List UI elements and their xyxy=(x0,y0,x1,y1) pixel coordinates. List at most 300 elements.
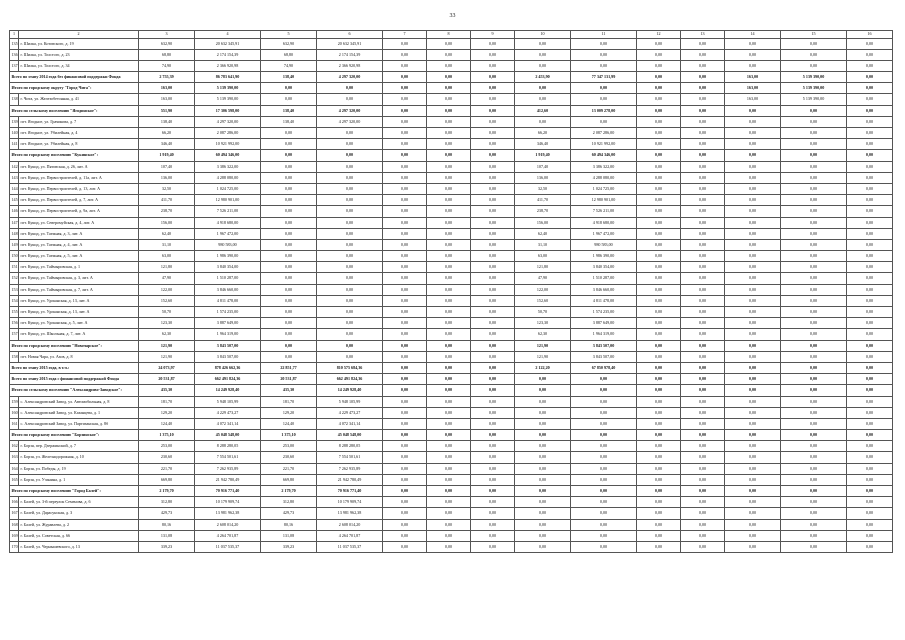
value-cell: 0,00 xyxy=(725,206,781,217)
row-number: 145 xyxy=(10,195,19,206)
value-cell: 1 967 472,00 xyxy=(571,228,637,239)
value-cell: 0,00 xyxy=(637,38,681,49)
value-cell: 14 249 928,40 xyxy=(195,385,261,396)
value-cell: 0,00 xyxy=(427,295,471,306)
value-cell: 0,00 xyxy=(571,441,637,452)
value-cell: 0,00 xyxy=(681,116,725,127)
value-cell: 0,00 xyxy=(471,105,515,116)
value-cell: 4 811 478,00 xyxy=(195,295,261,306)
value-cell: 2 366 920,98 xyxy=(317,60,383,71)
value-cell: 0,00 xyxy=(637,340,681,351)
value-cell: 2 122,20 xyxy=(515,362,571,373)
value-cell: 0,00 xyxy=(471,284,515,295)
value-cell: 0,00 xyxy=(681,362,725,373)
address-cell: пгт. Кукид, ул. Таежная, д. 3, лит. А xyxy=(19,228,139,239)
table-row xyxy=(10,38,893,49)
value-cell: 1 964 319,00 xyxy=(195,329,261,340)
value-cell: 0,00 xyxy=(847,295,893,306)
value-cell: 0,00 xyxy=(471,519,515,530)
value-cell: 0,00 xyxy=(471,441,515,452)
value-cell: 0,00 xyxy=(847,161,893,172)
value-cell: 346,40 xyxy=(515,139,571,150)
value-cell: 156,00 xyxy=(515,217,571,228)
address-cell: пгт. Кукид, ул. Удоканская, д. 5, лит. А xyxy=(19,318,139,329)
table-row xyxy=(10,284,893,295)
value-cell: 221,70 xyxy=(261,463,317,474)
value-cell: 0,00 xyxy=(725,38,781,49)
value-cell: 0,00 xyxy=(725,295,781,306)
value-cell: 0,00 xyxy=(637,519,681,530)
value-cell: 0,00 xyxy=(471,172,515,183)
value-cell: 0,00 xyxy=(571,452,637,463)
value-cell: 0,00 xyxy=(847,374,893,385)
value-cell: 0,00 xyxy=(681,530,725,541)
value-cell: 0,00 xyxy=(681,340,725,351)
value-cell: 0,00 xyxy=(847,329,893,340)
address-cell: г. Борзя, ул. Учанина, д. 1 xyxy=(19,474,139,485)
address-cell: г. Балей, ул. Дарасунская, д. 3 xyxy=(19,508,139,519)
value-cell: 0,00 xyxy=(427,49,471,60)
subtotal-row xyxy=(10,150,893,161)
value-cell: 136,00 xyxy=(139,172,195,183)
value-cell: 0,00 xyxy=(427,318,471,329)
value-cell: 7 526 211,00 xyxy=(195,206,261,217)
row-number: 167 xyxy=(10,508,19,519)
value-cell: 0,00 xyxy=(471,195,515,206)
value-cell: 0,00 xyxy=(725,116,781,127)
value-cell: 632,90 xyxy=(139,38,195,49)
value-cell: 0,00 xyxy=(427,183,471,194)
value-cell: 20 531,87 xyxy=(261,374,317,385)
subtotal-label: Итого по городскому поселению "Кукинское": xyxy=(10,150,139,161)
value-cell: 0,00 xyxy=(515,385,571,396)
value-cell: 121,90 xyxy=(139,340,195,351)
row-number: 160 xyxy=(10,407,19,418)
value-cell: 0,00 xyxy=(383,307,427,318)
value-cell: 0,00 xyxy=(427,441,471,452)
value-cell: 0,00 xyxy=(471,418,515,429)
value-cell: 0,00 xyxy=(781,307,847,318)
value-cell: 163,00 xyxy=(139,83,195,94)
value-cell: 0,00 xyxy=(427,161,471,172)
value-cell: 0,00 xyxy=(515,38,571,49)
value-cell: 0,00 xyxy=(681,195,725,206)
subtotal-row xyxy=(10,374,893,385)
value-cell: 0,00 xyxy=(637,284,681,295)
value-cell: 3 846 660,00 xyxy=(571,284,637,295)
value-cell: 0,00 xyxy=(847,396,893,407)
value-cell: 2 174 154,39 xyxy=(195,49,261,60)
value-cell: 5 139 390,00 xyxy=(195,83,261,94)
value-cell: 0,00 xyxy=(637,351,681,362)
table-row xyxy=(10,508,893,519)
value-cell: 0,00 xyxy=(383,362,427,373)
column-number: 1 xyxy=(10,31,19,39)
value-cell: 107,40 xyxy=(515,161,571,172)
value-cell: 0,00 xyxy=(571,463,637,474)
value-cell: 10 921 992,00 xyxy=(195,139,261,150)
value-cell: 230,60 xyxy=(261,452,317,463)
row-number: 169 xyxy=(10,530,19,541)
address-cell: г. Борзя, ул. Железнодорожная, д. 10 xyxy=(19,452,139,463)
value-cell: 0,00 xyxy=(637,362,681,373)
subtotal-row xyxy=(10,486,893,497)
column-number: 12 xyxy=(637,31,681,39)
value-cell: 0,00 xyxy=(515,497,571,508)
value-cell: 0,00 xyxy=(471,161,515,172)
value-cell: 1 967 472,00 xyxy=(195,228,261,239)
value-cell: 0,00 xyxy=(637,239,681,250)
value-cell: 2 179,70 xyxy=(139,486,195,497)
value-cell: 0,00 xyxy=(571,418,637,429)
value-cell: 47,90 xyxy=(139,273,195,284)
value-cell: 0,00 xyxy=(383,541,427,552)
value-cell: 0,00 xyxy=(317,329,383,340)
value-cell: 0,00 xyxy=(637,72,681,83)
value-cell: 0,00 xyxy=(781,497,847,508)
value-cell: 0,00 xyxy=(383,183,427,194)
value-cell: 4 072 341,14 xyxy=(195,418,261,429)
value-cell: 0,00 xyxy=(725,362,781,373)
table-row xyxy=(10,172,893,183)
value-cell: 0,00 xyxy=(427,396,471,407)
value-cell: 0,00 xyxy=(317,83,383,94)
value-cell: 11 037 535,37 xyxy=(195,541,261,552)
value-cell: 121,90 xyxy=(515,351,571,362)
value-cell: 0,00 xyxy=(427,38,471,49)
column-number: 4 xyxy=(195,31,261,39)
value-cell: 0,00 xyxy=(471,83,515,94)
value-cell: 878 426 662,36 xyxy=(195,362,261,373)
column-number: 2 xyxy=(19,31,139,39)
value-cell: 0,00 xyxy=(781,273,847,284)
value-cell: 0,00 xyxy=(681,273,725,284)
value-cell: 3 840 354,00 xyxy=(571,262,637,273)
value-cell: 67 850 978,40 xyxy=(571,362,637,373)
value-cell: 0,00 xyxy=(725,486,781,497)
value-cell: 80,16 xyxy=(139,519,195,530)
value-cell: 1 986 390,00 xyxy=(195,251,261,262)
value-cell: 50,70 xyxy=(139,307,195,318)
value-cell: 0,00 xyxy=(471,430,515,441)
value-cell: 4 918 680,00 xyxy=(571,217,637,228)
value-cell: 123,30 xyxy=(515,318,571,329)
value-cell: 1 510 287,00 xyxy=(571,273,637,284)
value-cell: 1 024 725,00 xyxy=(571,183,637,194)
value-cell: 4 264 701,87 xyxy=(195,530,261,541)
value-cell: 0,00 xyxy=(471,530,515,541)
value-cell: 1 510 287,00 xyxy=(195,273,261,284)
value-cell: 0,00 xyxy=(781,49,847,60)
value-cell: 5 948 105,99 xyxy=(317,396,383,407)
value-cell: 0,00 xyxy=(637,318,681,329)
value-cell: 0,00 xyxy=(383,94,427,105)
value-cell: 0,00 xyxy=(383,49,427,60)
column-number: 10 xyxy=(515,31,571,39)
value-cell: 0,00 xyxy=(637,396,681,407)
row-number: 136 xyxy=(10,49,19,60)
value-cell: 0,00 xyxy=(383,116,427,127)
value-cell: 0,00 xyxy=(261,351,317,362)
value-cell: 0,00 xyxy=(471,497,515,508)
value-cell: 0,00 xyxy=(261,262,317,273)
value-cell: 0,00 xyxy=(571,396,637,407)
column-number: 11 xyxy=(571,31,637,39)
value-cell: 0,00 xyxy=(681,83,725,94)
value-cell: 0,00 xyxy=(637,530,681,541)
row-number: 138 xyxy=(10,94,19,105)
value-cell: 0,00 xyxy=(427,362,471,373)
value-cell: 0,00 xyxy=(383,72,427,83)
value-cell: 0,00 xyxy=(847,228,893,239)
value-cell: 70 916 771,40 xyxy=(195,486,261,497)
value-cell: 0,00 xyxy=(383,284,427,295)
address-cell: г. Балей, ул. Журавлева, д. 2 xyxy=(19,519,139,530)
value-cell: 0,00 xyxy=(725,385,781,396)
value-cell: 10 921 992,00 xyxy=(571,139,637,150)
value-cell: 339,23 xyxy=(261,541,317,552)
value-cell: 121,90 xyxy=(515,340,571,351)
value-cell: 0,00 xyxy=(637,206,681,217)
value-cell: 0,00 xyxy=(515,486,571,497)
value-cell: 0,00 xyxy=(637,105,681,116)
value-cell: 0,00 xyxy=(847,116,893,127)
value-cell: 0,00 xyxy=(471,452,515,463)
value-cell: 0,00 xyxy=(571,385,637,396)
value-cell: 0,00 xyxy=(725,150,781,161)
value-cell: 0,00 xyxy=(847,83,893,94)
value-cell: 0,00 xyxy=(383,351,427,362)
value-cell: 0,00 xyxy=(681,251,725,262)
value-cell: 5 139 390,00 xyxy=(781,72,847,83)
value-cell: 0,00 xyxy=(261,340,317,351)
row-number: 168 xyxy=(10,519,19,530)
value-cell: 121,80 xyxy=(515,262,571,273)
value-cell: 32,50 xyxy=(515,183,571,194)
value-cell: 0,00 xyxy=(681,94,725,105)
value-cell: 0,00 xyxy=(427,407,471,418)
value-cell: 31,10 xyxy=(139,239,195,250)
value-cell: 1 024 725,00 xyxy=(195,183,261,194)
value-cell: 0,00 xyxy=(637,385,681,396)
value-cell: 0,00 xyxy=(261,284,317,295)
value-cell: 0,00 xyxy=(681,262,725,273)
value-cell: 0,00 xyxy=(571,83,637,94)
value-cell: 0,00 xyxy=(781,228,847,239)
value-cell: 0,00 xyxy=(847,105,893,116)
value-cell: 0,00 xyxy=(471,94,515,105)
value-cell: 0,00 xyxy=(681,49,725,60)
value-cell: 123,30 xyxy=(139,318,195,329)
address-cell: пгт. Ягодное, ул. Убилейная, д. 8 xyxy=(19,139,139,150)
value-cell: 0,00 xyxy=(427,329,471,340)
value-cell: 0,00 xyxy=(637,172,681,183)
value-cell: 0,00 xyxy=(383,474,427,485)
value-cell: 3 386 322,00 xyxy=(571,161,637,172)
value-cell: 152,60 xyxy=(515,295,571,306)
value-cell: 0,00 xyxy=(781,430,847,441)
value-cell: 0,00 xyxy=(681,519,725,530)
value-cell: 7 526 211,00 xyxy=(571,206,637,217)
value-cell: 0,00 xyxy=(637,262,681,273)
value-cell: 0,00 xyxy=(515,441,571,452)
value-cell: 669,80 xyxy=(261,474,317,485)
value-cell: 0,00 xyxy=(427,128,471,139)
value-cell: 0,00 xyxy=(725,519,781,530)
value-cell: 0,00 xyxy=(427,474,471,485)
value-cell: 0,00 xyxy=(571,49,637,60)
address-cell: пгт. Кукид, ул. Таймыровская, д. 1 xyxy=(19,262,139,273)
table-row xyxy=(10,329,893,340)
row-number: 149 xyxy=(10,239,19,250)
value-cell: 0,00 xyxy=(781,508,847,519)
value-cell: 121,80 xyxy=(139,262,195,273)
value-cell: 0,00 xyxy=(725,273,781,284)
value-cell: 0,00 xyxy=(781,172,847,183)
value-cell: 12 980 901,00 xyxy=(571,195,637,206)
value-cell: 45 048 548,00 xyxy=(195,430,261,441)
value-cell: 0,00 xyxy=(383,139,427,150)
value-cell: 0,00 xyxy=(471,116,515,127)
value-cell: 0,00 xyxy=(681,139,725,150)
value-cell: 1 919,40 xyxy=(515,150,571,161)
value-cell: 62,30 xyxy=(139,329,195,340)
address-cell: пгт. Кукид, ул. Первостроителей, д. 9а, лит. А xyxy=(19,206,139,217)
value-cell: 0,00 xyxy=(637,474,681,485)
row-number: 164 xyxy=(10,463,19,474)
value-cell: 0,00 xyxy=(847,217,893,228)
row-number: 152 xyxy=(10,273,19,284)
value-cell: 0,00 xyxy=(681,441,725,452)
value-cell: 0,00 xyxy=(847,441,893,452)
value-cell: 62,30 xyxy=(515,329,571,340)
table-row xyxy=(10,351,893,362)
table-row xyxy=(10,251,893,262)
table-row xyxy=(10,541,893,552)
value-cell: 62,40 xyxy=(515,228,571,239)
value-cell: 0,00 xyxy=(317,295,383,306)
row-number: 140 xyxy=(10,128,19,139)
value-cell: 0,00 xyxy=(571,486,637,497)
value-cell: 0,00 xyxy=(317,340,383,351)
value-cell: 0,00 xyxy=(383,262,427,273)
value-cell: 0,00 xyxy=(383,161,427,172)
value-cell: 0,00 xyxy=(681,430,725,441)
table-row xyxy=(10,217,893,228)
row-number: 151 xyxy=(10,262,19,273)
value-cell: 74,90 xyxy=(139,60,195,71)
value-cell: 0,00 xyxy=(637,150,681,161)
value-cell: 0,00 xyxy=(725,407,781,418)
value-cell: 0,00 xyxy=(515,463,571,474)
value-cell: 0,00 xyxy=(637,49,681,60)
value-cell: 0,00 xyxy=(637,228,681,239)
value-cell: 0,00 xyxy=(427,228,471,239)
value-cell: 0,00 xyxy=(261,239,317,250)
value-cell: 0,00 xyxy=(317,139,383,150)
value-cell: 0,00 xyxy=(681,463,725,474)
value-cell: 0,00 xyxy=(637,418,681,429)
value-cell: 0,00 xyxy=(681,284,725,295)
value-cell: 0,00 xyxy=(383,374,427,385)
table-row xyxy=(10,161,893,172)
value-cell: 0,00 xyxy=(637,430,681,441)
column-number: 9 xyxy=(471,31,515,39)
value-cell: 0,00 xyxy=(427,217,471,228)
value-cell: 0,00 xyxy=(781,351,847,362)
value-cell: 0,00 xyxy=(383,251,427,262)
value-cell: 0,00 xyxy=(471,128,515,139)
column-number: 6 xyxy=(317,31,383,39)
table-row xyxy=(10,318,893,329)
value-cell: 0,00 xyxy=(471,206,515,217)
table-row xyxy=(10,441,893,452)
value-cell: 0,00 xyxy=(725,217,781,228)
table-row xyxy=(10,452,893,463)
value-cell: 3 386 322,00 xyxy=(195,161,261,172)
value-cell: 0,00 xyxy=(515,508,571,519)
column-number: 14 xyxy=(725,31,781,39)
value-cell: 0,00 xyxy=(781,463,847,474)
value-cell: 0,00 xyxy=(383,407,427,418)
value-cell: 0,00 xyxy=(471,307,515,318)
value-cell: 0,00 xyxy=(637,94,681,105)
value-cell: 0,00 xyxy=(317,183,383,194)
value-cell: 10 179 909,74 xyxy=(195,497,261,508)
column-number: 8 xyxy=(427,31,471,39)
table-row xyxy=(10,228,893,239)
value-cell: 5 139 390,00 xyxy=(781,94,847,105)
value-cell: 107,40 xyxy=(139,161,195,172)
value-cell: 0,00 xyxy=(261,228,317,239)
value-cell: 3 846 660,00 xyxy=(195,284,261,295)
value-cell: 0,00 xyxy=(847,273,893,284)
row-number: 135 xyxy=(10,38,19,49)
value-cell: 429,73 xyxy=(261,508,317,519)
row-number: 155 xyxy=(10,307,19,318)
row-number: 142 xyxy=(10,161,19,172)
table-row xyxy=(10,463,893,474)
address-cell: г. Шилка, ул. Толстого, д. 34 xyxy=(19,60,139,71)
value-cell: 0,00 xyxy=(681,128,725,139)
value-cell: 411,70 xyxy=(515,195,571,206)
value-cell: 0,00 xyxy=(681,396,725,407)
value-cell: 0,00 xyxy=(571,530,637,541)
value-cell: 4 918 680,00 xyxy=(195,217,261,228)
value-cell: 0,00 xyxy=(317,150,383,161)
value-cell: 0,00 xyxy=(847,262,893,273)
value-cell: 0,00 xyxy=(847,94,893,105)
address-cell: пгт. Кукид, ул. Пятовская, д. 26, лит. А xyxy=(19,161,139,172)
value-cell: 435,30 xyxy=(139,385,195,396)
value-cell: 4 297 320,00 xyxy=(195,116,261,127)
subtotal-row xyxy=(10,340,893,351)
address-cell: г. Балей, ул. 3-й переулок Семенова, д. 6 xyxy=(19,497,139,508)
value-cell: 0,00 xyxy=(637,195,681,206)
value-cell: 0,00 xyxy=(427,150,471,161)
value-cell: 0,00 xyxy=(725,161,781,172)
value-cell: 0,00 xyxy=(637,486,681,497)
value-cell: 0,00 xyxy=(261,273,317,284)
value-cell: 0,00 xyxy=(261,172,317,183)
value-cell: 0,00 xyxy=(427,519,471,530)
value-cell: 1 986 390,00 xyxy=(571,251,637,262)
value-cell: 80,16 xyxy=(261,519,317,530)
value-cell: 0,00 xyxy=(471,295,515,306)
value-cell: 0,00 xyxy=(847,362,893,373)
value-cell: 0,00 xyxy=(261,183,317,194)
value-cell: 0,00 xyxy=(427,60,471,71)
